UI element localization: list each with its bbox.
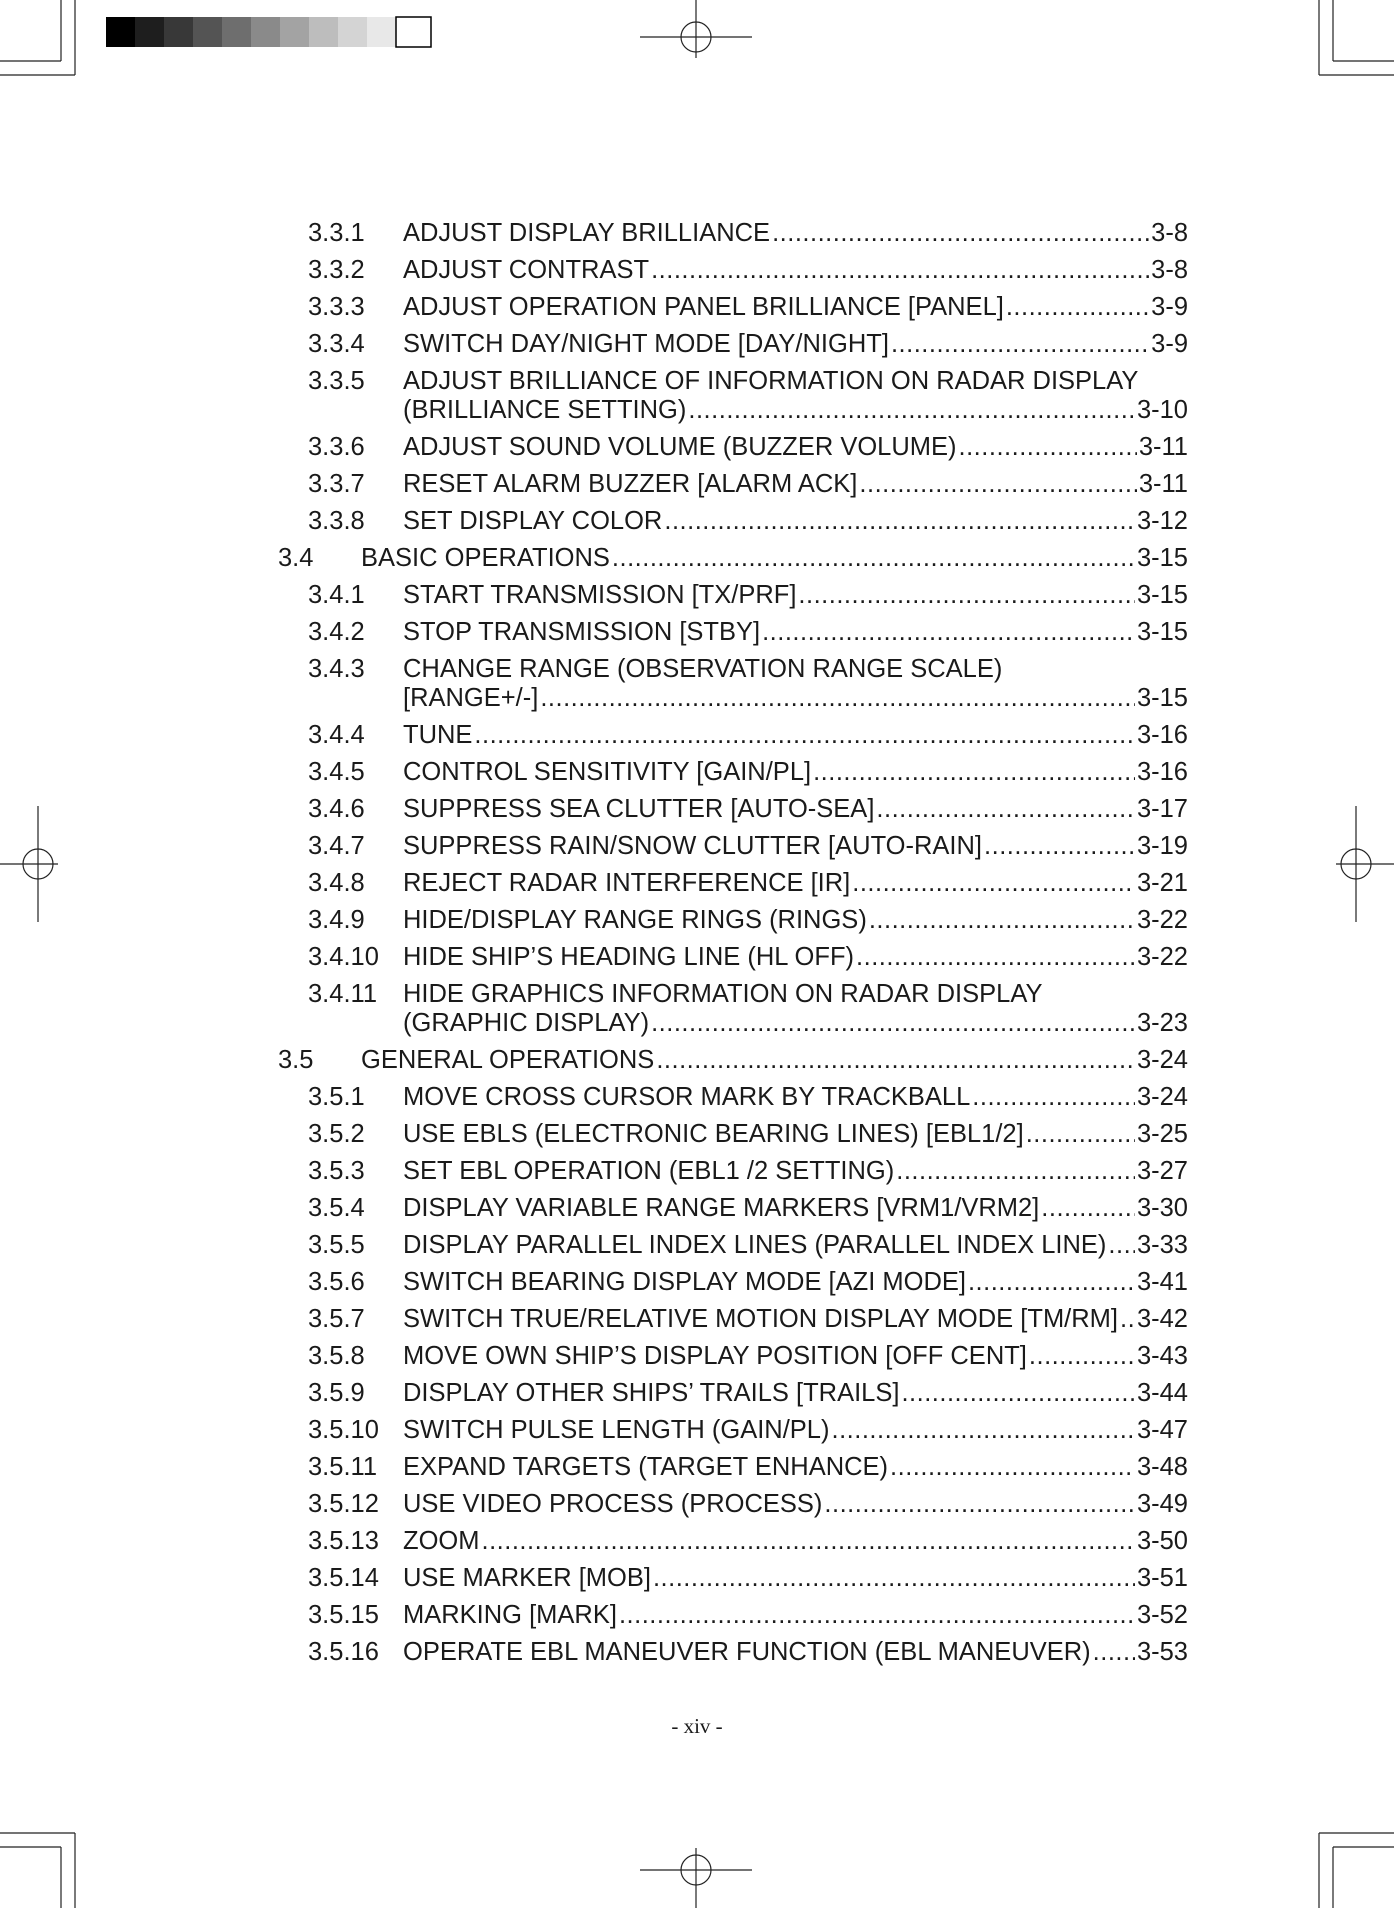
- toc-entry-title-first-line: HIDE GRAPHICS INFORMATION ON RADAR DISPLAY: [403, 980, 1043, 1008]
- toc-dot-leader: [1026, 1120, 1135, 1149]
- toc-dot-leader: [890, 1453, 1135, 1482]
- toc-entry-page: 3-41: [1136, 1268, 1188, 1296]
- toc-entry-title: SET DISPLAY COLOR: [403, 507, 663, 535]
- toc-subsection-entry[interactable]: [278, 943, 1188, 972]
- toc-entry-title: HIDE SHIP’S HEADING LINE (HL OFF): [403, 943, 855, 971]
- toc-dot-leader: [1093, 1638, 1135, 1667]
- toc-entry-number: 3.3.6: [308, 433, 365, 461]
- toc-entry-number: 3.3.8: [308, 507, 365, 535]
- toc-dot-leader: [984, 832, 1135, 861]
- toc-entry-page: 3-15: [1136, 544, 1188, 572]
- color-calibration-bar: [106, 17, 431, 47]
- toc-entry-title: MOVE OWN SHIP’S DISPLAY POSITION [OFF CENT]: [403, 1342, 1027, 1370]
- toc-entry-page: 3-10: [1136, 396, 1188, 424]
- toc-entry-title: START TRANSMISSION [TX/PRF]: [403, 581, 797, 609]
- toc-subsection-entry[interactable]: [278, 1268, 1188, 1297]
- toc-entry-title: RESET ALARM BUZZER [ALARM ACK]: [403, 470, 858, 498]
- toc-subsection-entry[interactable]: [278, 470, 1188, 499]
- toc-entry-title-first-line: ADJUST BRILLIANCE OF INFORMATION ON RADAR DISPLAY: [403, 367, 1139, 395]
- toc-subsection-entry[interactable]: [278, 1379, 1188, 1408]
- toc-entry-title: MARKING [MARK]: [403, 1601, 617, 1629]
- toc-entry-title: BASIC OPERATIONS: [361, 544, 610, 572]
- toc-entry-number: 3.4.3: [308, 655, 365, 683]
- toc-entry-page: 3-25: [1136, 1120, 1188, 1148]
- toc-dot-leader: [651, 256, 1149, 285]
- toc-entry-number: 3.5.3: [308, 1157, 365, 1185]
- toc-entry-page: 3-19: [1136, 832, 1188, 860]
- toc-subsection-entry[interactable]: [278, 1416, 1188, 1445]
- toc-entry-page: 3-33: [1136, 1231, 1188, 1259]
- registration-target-bottom: [640, 1848, 752, 1908]
- toc-dot-leader: [1006, 293, 1149, 322]
- toc-entry-title: ADJUST SOUND VOLUME (BUZZER VOLUME): [403, 433, 957, 461]
- toc-entry-number: 3.4.2: [308, 618, 365, 646]
- toc-entry-title: USE MARKER [MOB]: [403, 1564, 651, 1592]
- toc-subsection-entry[interactable]: [278, 1490, 1188, 1519]
- toc-entry-number: 3.4.1: [308, 581, 365, 609]
- toc-subsection-entry[interactable]: [278, 1342, 1188, 1371]
- toc-dot-leader: [656, 1046, 1135, 1075]
- toc-subsection-entry[interactable]: [278, 1231, 1188, 1260]
- toc-subsection-entry[interactable]: [278, 367, 1188, 425]
- toc-dot-leader: [798, 581, 1135, 610]
- toc-dot-leader: [474, 721, 1135, 750]
- toc-dot-leader: [1029, 1342, 1135, 1371]
- toc-entry-title: DISPLAY PARALLEL INDEX LINES (PARALLEL INDEX LINE): [403, 1231, 1107, 1259]
- toc-entry-number: 3.5.11: [308, 1453, 378, 1481]
- registration-target-top: [640, 0, 752, 58]
- toc-entry-number: 3.5.5: [308, 1231, 365, 1259]
- toc-entry-number: 3.4.8: [308, 869, 365, 897]
- toc-entry-page: 3-53: [1136, 1638, 1188, 1666]
- toc-dot-leader: [1041, 1194, 1135, 1223]
- toc-subsection-entry[interactable]: [278, 256, 1188, 285]
- toc-entry-title: USE VIDEO PROCESS (PROCESS): [403, 1490, 823, 1518]
- table-of-contents: [278, 219, 1188, 1675]
- toc-entry-title: SUPPRESS SEA CLUTTER [AUTO-SEA]: [403, 795, 875, 823]
- toc-entry-page: 3-9: [1151, 293, 1188, 321]
- toc-entry-title: ZOOM: [403, 1527, 480, 1555]
- toc-entry-page: 3-21: [1136, 869, 1188, 897]
- toc-entry-number: 3.3.5: [308, 367, 365, 395]
- toc-subsection-entry[interactable]: [278, 1638, 1188, 1667]
- toc-entry-number: 3.5.10: [308, 1416, 379, 1444]
- toc-subsection-entry[interactable]: [278, 433, 1188, 462]
- toc-entry-page: 3-47: [1136, 1416, 1188, 1444]
- toc-entry-title: SWITCH BEARING DISPLAY MODE [AZI MODE]: [403, 1268, 966, 1296]
- toc-entry-title: SWITCH PULSE LENGTH (GAIN/PL): [403, 1416, 830, 1444]
- toc-entry-number: 3.4.6: [308, 795, 365, 823]
- toc-entry-number: 3.5.4: [308, 1194, 365, 1222]
- toc-dot-leader: [762, 618, 1135, 647]
- toc-dot-leader: [859, 470, 1136, 499]
- toc-dot-leader: [856, 943, 1135, 972]
- toc-entry-number: 3.5.15: [308, 1601, 379, 1629]
- toc-entry-title: DISPLAY OTHER SHIPS’ TRAILS [TRAILS]: [403, 1379, 900, 1407]
- toc-entry-page: 3-27: [1136, 1157, 1188, 1185]
- toc-entry-number: 3.3.1: [308, 219, 365, 247]
- toc-entry-number: 3.5.12: [308, 1490, 379, 1518]
- toc-entry-title: [RANGE+/-]: [403, 684, 539, 712]
- toc-dot-leader: [1120, 1305, 1135, 1334]
- toc-entry-page: 3-9: [1151, 330, 1188, 358]
- toc-dot-leader: [869, 906, 1135, 935]
- toc-entry-number: 3.4.4: [308, 721, 365, 749]
- toc-dot-leader: [664, 507, 1135, 536]
- toc-subsection-entry[interactable]: [278, 330, 1188, 359]
- toc-entry-page: 3-22: [1136, 943, 1188, 971]
- toc-entry-number: 3.4.5: [308, 758, 365, 786]
- toc-entry-title: CONTROL SENSITIVITY [GAIN/PL]: [403, 758, 812, 786]
- toc-entry-number: 3.5.13: [308, 1527, 379, 1555]
- toc-dot-leader: [653, 1564, 1135, 1593]
- registration-target-right: [1336, 806, 1394, 922]
- toc-dot-leader: [896, 1157, 1135, 1186]
- toc-entry-page: 3-12: [1136, 507, 1188, 535]
- toc-subsection-entry[interactable]: [278, 1305, 1188, 1334]
- toc-entry-number: 3.4.10: [308, 943, 379, 971]
- toc-entry-page: 3-22: [1136, 906, 1188, 934]
- toc-entry-page: 3-8: [1151, 219, 1188, 247]
- toc-dot-leader: [612, 544, 1135, 573]
- toc-dot-leader: [540, 684, 1135, 713]
- toc-section-entry[interactable]: [278, 544, 1188, 573]
- toc-entry-page: 3-24: [1136, 1083, 1188, 1111]
- toc-entry-title: (GRAPHIC DISPLAY): [403, 1009, 650, 1037]
- toc-entry-page: 3-24: [1136, 1046, 1188, 1074]
- toc-entry-page: 3-11: [1138, 433, 1188, 461]
- toc-dot-leader: [901, 1379, 1135, 1408]
- registration-target-left: [0, 806, 58, 922]
- toc-entry-number: 3.5.2: [308, 1120, 365, 1148]
- toc-entry-title: OPERATE EBL MANEUVER FUNCTION (EBL MANEUVER): [403, 1638, 1091, 1666]
- toc-entry-page: 3-48: [1136, 1453, 1188, 1481]
- toc-dot-leader: [891, 330, 1149, 359]
- toc-entry-page: 3-17: [1136, 795, 1188, 823]
- toc-section-entry[interactable]: [278, 1046, 1188, 1075]
- toc-entry-number: 3.4: [278, 544, 314, 572]
- toc-dot-leader: [1108, 1231, 1135, 1260]
- toc-dot-leader: [824, 1490, 1135, 1519]
- toc-entry-title: ADJUST DISPLAY BRILLIANCE: [403, 219, 771, 247]
- toc-entry-page: 3-49: [1136, 1490, 1188, 1518]
- toc-entry-title: SWITCH TRUE/RELATIVE MOTION DISPLAY MODE [TM/RM]: [403, 1305, 1119, 1333]
- toc-entry-title: SUPPRESS RAIN/SNOW CLUTTER [AUTO-RAIN]: [403, 832, 983, 860]
- toc-entry-page: 3-51: [1136, 1564, 1188, 1592]
- toc-entry-page: 3-15: [1136, 684, 1188, 712]
- toc-entry-title: SWITCH DAY/NIGHT MODE [DAY/NIGHT]: [403, 330, 889, 358]
- toc-dot-leader: [688, 396, 1135, 425]
- toc-entry-title-first-line: CHANGE RANGE (OBSERVATION RANGE SCALE): [403, 655, 1003, 683]
- toc-subsection-entry[interactable]: [278, 980, 1188, 1038]
- toc-dot-leader: [972, 1083, 1135, 1112]
- toc-entry-title: TUNE: [403, 721, 473, 749]
- toc-entry-number: 3.3.4: [308, 330, 365, 358]
- toc-entry-number: 3.3.2: [308, 256, 365, 284]
- toc-subsection-entry[interactable]: [278, 758, 1188, 787]
- toc-entry-number: 3.4.9: [308, 906, 365, 934]
- toc-dot-leader: [813, 758, 1135, 787]
- toc-dot-leader: [959, 433, 1137, 462]
- toc-subsection-entry[interactable]: [278, 1453, 1188, 1482]
- toc-dot-leader: [852, 869, 1135, 898]
- toc-entry-title: REJECT RADAR INTERFERENCE [IR]: [403, 869, 851, 897]
- toc-entry-title: ADJUST CONTRAST: [403, 256, 650, 284]
- toc-entry-page: 3-30: [1136, 1194, 1188, 1222]
- toc-entry-page: 3-44: [1136, 1379, 1188, 1407]
- toc-entry-page: 3-15: [1136, 581, 1188, 609]
- toc-dot-leader: [772, 219, 1149, 248]
- toc-entry-number: 3.4.7: [308, 832, 365, 860]
- toc-subsection-entry[interactable]: [278, 832, 1188, 861]
- toc-entry-page: 3-23: [1136, 1009, 1188, 1037]
- toc-entry-title: GENERAL OPERATIONS: [361, 1046, 655, 1074]
- page-number: - xiv -: [671, 1714, 723, 1738]
- toc-subsection-entry[interactable]: [278, 869, 1188, 898]
- toc-subsection-entry[interactable]: [278, 721, 1188, 750]
- toc-entry-page: 3-50: [1136, 1527, 1188, 1555]
- toc-entry-page: 3-15: [1136, 618, 1188, 646]
- toc-dot-leader: [831, 1416, 1134, 1445]
- toc-entry-title: USE EBLS (ELECTRONIC BEARING LINES) [EBL1/2]: [403, 1120, 1024, 1148]
- toc-entry-title: DISPLAY VARIABLE RANGE MARKERS [VRM1/VRM2]: [403, 1194, 1040, 1222]
- toc-subsection-entry[interactable]: [278, 1564, 1188, 1593]
- toc-entry-number: 3.5.9: [308, 1379, 365, 1407]
- toc-subsection-entry[interactable]: [278, 618, 1188, 647]
- toc-subsection-entry[interactable]: [278, 795, 1188, 824]
- toc-entry-title: HIDE/DISPLAY RANGE RINGS (RINGS): [403, 906, 867, 934]
- toc-subsection-entry[interactable]: [278, 655, 1188, 713]
- toc-entry-title: SET EBL OPERATION (EBL1 /2 SETTING): [403, 1157, 895, 1185]
- toc-subsection-entry[interactable]: [278, 219, 1188, 248]
- toc-entry-number: 3.5: [278, 1046, 314, 1074]
- toc-subsection-entry[interactable]: [278, 507, 1188, 536]
- toc-entry-title: MOVE CROSS CURSOR MARK BY TRACKBALL: [403, 1083, 971, 1111]
- toc-subsection-entry[interactable]: [278, 1083, 1188, 1112]
- toc-subsection-entry[interactable]: [278, 906, 1188, 935]
- toc-dot-leader: [968, 1268, 1135, 1297]
- toc-entry-number: 3.3.7: [308, 470, 365, 498]
- toc-entry-number: 3.5.6: [308, 1268, 365, 1296]
- toc-entry-number: 3.5.8: [308, 1342, 365, 1370]
- toc-entry-number: 3.5.1: [308, 1083, 365, 1111]
- toc-subsection-entry[interactable]: [278, 1120, 1188, 1149]
- toc-entry-page: 3-11: [1138, 470, 1188, 498]
- toc-dot-leader: [619, 1601, 1135, 1630]
- toc-dot-leader: [482, 1527, 1135, 1556]
- toc-subsection-entry[interactable]: [278, 1157, 1188, 1186]
- toc-entry-page: 3-16: [1136, 721, 1188, 749]
- toc-entry-title: EXPAND TARGETS (TARGET ENHANCE): [403, 1453, 889, 1481]
- toc-subsection-entry[interactable]: [278, 293, 1188, 322]
- toc-entry-title: ADJUST OPERATION PANEL BRILLIANCE [PANEL]: [403, 293, 1004, 321]
- toc-subsection-entry[interactable]: [278, 1527, 1188, 1556]
- toc-entry-page: 3-52: [1136, 1601, 1188, 1629]
- toc-entry-page: 3-42: [1136, 1305, 1188, 1333]
- toc-entry-number: 3.5.14: [308, 1564, 379, 1592]
- toc-entry-title: (BRILLIANCE SETTING): [403, 396, 687, 424]
- toc-entry-title: STOP TRANSMISSION [STBY]: [403, 618, 761, 646]
- toc-subsection-entry[interactable]: [278, 581, 1188, 610]
- toc-entry-number: 3.5.7: [308, 1305, 365, 1333]
- toc-entry-page: 3-16: [1136, 758, 1188, 786]
- toc-entry-number: 3.4.11: [308, 980, 378, 1008]
- toc-entry-page: 3-43: [1136, 1342, 1188, 1370]
- toc-subsection-entry[interactable]: [278, 1194, 1188, 1223]
- toc-entry-number: 3.3.3: [308, 293, 365, 321]
- toc-dot-leader: [651, 1009, 1135, 1038]
- toc-entry-number: 3.5.16: [308, 1638, 379, 1666]
- toc-subsection-entry[interactable]: [278, 1601, 1188, 1630]
- toc-dot-leader: [876, 795, 1135, 824]
- toc-entry-page: 3-8: [1151, 256, 1188, 284]
